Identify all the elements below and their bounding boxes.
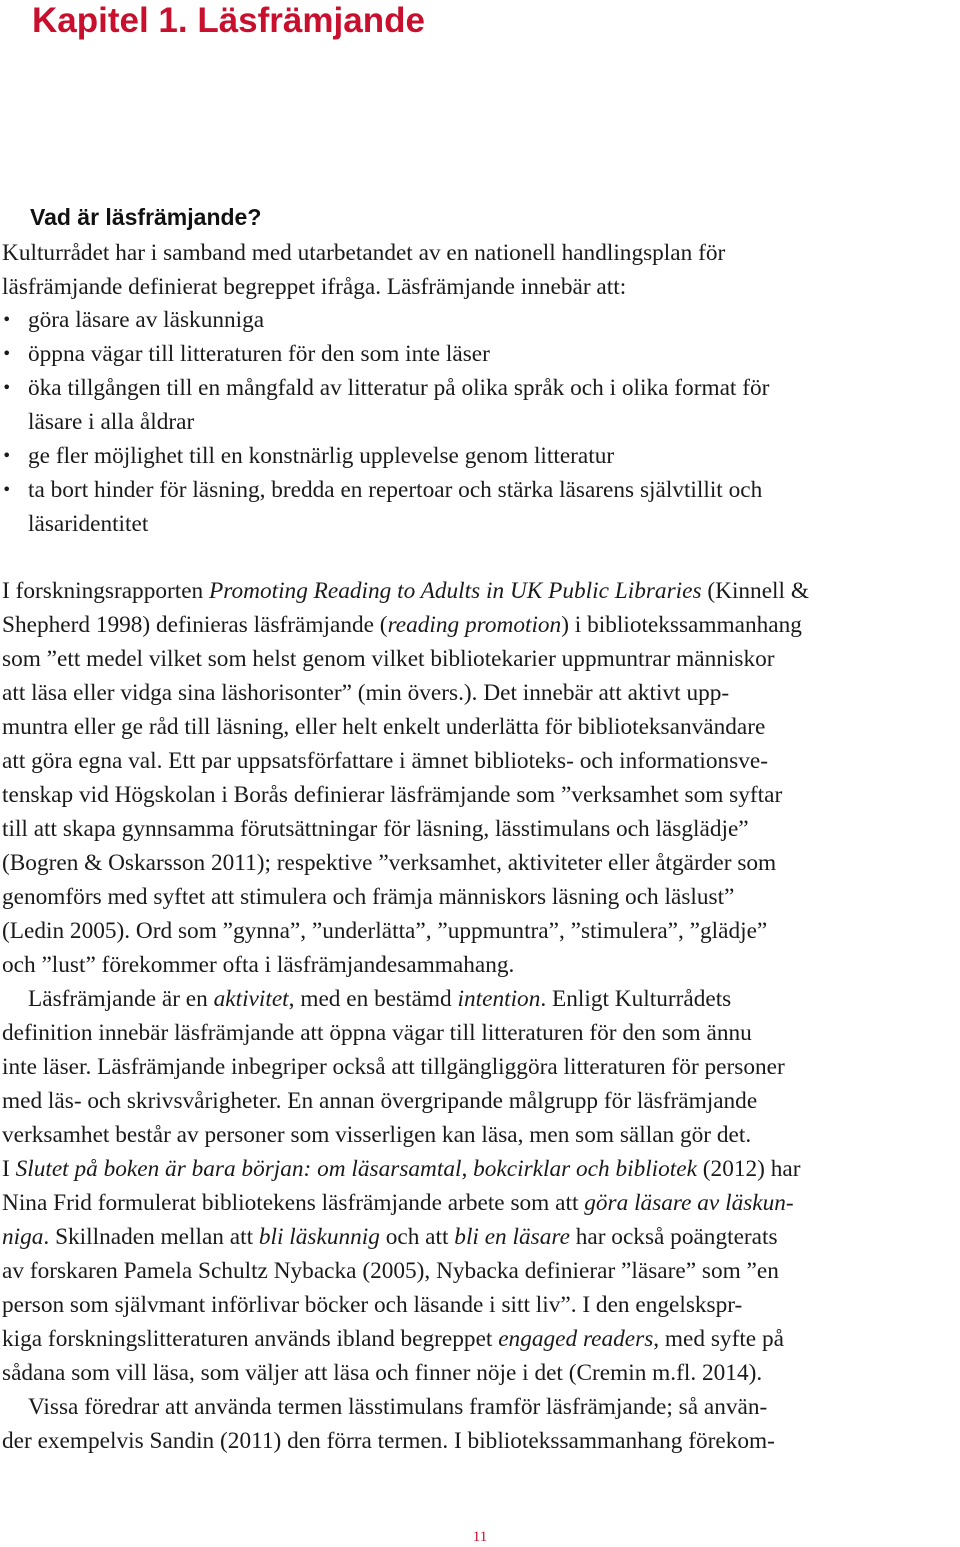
bullet-icon: • (2, 310, 12, 329)
italic-text: aktivitet (213, 986, 289, 1012)
text-run: och att (379, 1224, 455, 1250)
text-run: der exempelvis Sandin (2011) den förra termen. I bibliotekssammanhang förekom- (2, 1428, 775, 1454)
text-run: genomförs med syftet att stimulera och främja människors läsning och läslust” (2, 884, 735, 910)
italic-text: göra läsare av läskun- (584, 1190, 794, 1216)
text-line (2, 1322, 784, 1356)
text-line (2, 710, 765, 744)
page-number: 11 (472, 1529, 488, 1545)
text-run: Läsfrämjande är en (28, 986, 214, 1012)
text-run: har också poängterats (569, 1224, 778, 1250)
text-line (2, 1152, 800, 1186)
text-run: kiga forskningslitteraturen används ibland begreppet (2, 1326, 499, 1352)
text-line (28, 507, 148, 541)
text-line (2, 1084, 757, 1118)
text-line (2, 1050, 785, 1084)
text-run: I (2, 1156, 16, 1182)
text-run: öka tillgången till en mångfald av litteratur på olika språk och i olika format för (28, 375, 770, 401)
text-run: ta bort hinder för läsning, bredda en repertoar och stärka läsarens självtillit och (28, 477, 763, 503)
text-run: ) i bibliotekssammanhang (561, 612, 802, 638)
italic-text: bli en läsare (454, 1224, 570, 1250)
text-line (2, 1220, 778, 1254)
text-line (2, 1118, 751, 1152)
bullet-item-line (28, 439, 614, 473)
text-line (2, 1424, 775, 1458)
text-line (2, 608, 802, 642)
text-run: Nina Frid formulerat bibliotekens läsfrämjande arbete som att (2, 1190, 585, 1216)
italic-text: Promoting Reading to Adults in UK Public Libraries (209, 578, 702, 604)
text-run: person som självmant införlivar böcker och läsande i sitt liv”. I den engelskspr- (2, 1292, 743, 1318)
text-line (2, 880, 734, 914)
italic-text: intention (457, 986, 541, 1012)
text-run: (2012) har (696, 1156, 801, 1182)
text-run: med läs- och skrivsvårigheter. En annan övergripande målgrupp för läsfrämjande (2, 1088, 758, 1114)
text-run: (Ledin 2005). Ord som ”gynna”, ”underlätta”, ”uppmuntra”, ”stimulera”, ”glädje” (2, 918, 768, 944)
text-run: (Bogren & Oskarsson 2011); respektive ”verksamhet, aktiviteter eller åtgärder som (2, 850, 777, 876)
bullet-item-line (28, 473, 762, 507)
text-run: tenskap vid Högskolan i Borås definierar läsfrämjande som ”verksamhet som syftar (2, 782, 783, 808)
text-run: öppna vägar till litteraturen för den som inte läser (28, 341, 490, 367)
bullet-icon: • (2, 344, 12, 363)
text-line (28, 982, 731, 1016)
text-run: läsare i alla åldrar (28, 409, 195, 435)
text-run: Shepherd 1998) definieras läsfrämjande ( (2, 612, 388, 638)
text-line (2, 1288, 742, 1322)
bullet-icon: • (2, 446, 12, 465)
text-line (2, 948, 514, 982)
text-run: läsaridentitet (28, 511, 149, 537)
text-line (28, 405, 194, 439)
text-line (28, 1390, 767, 1424)
chapter-title: Kapitel 1. Läsfrämjande (32, 1, 425, 40)
text-run: läsfrämjande definierat begreppet ifråga. Läsfrämjande innebär att: (2, 274, 627, 300)
text-run: att göra egna val. Ett par uppsatsförfattare i ämnet biblioteks- och informationsve- (2, 748, 768, 774)
text-line (2, 778, 782, 812)
text-line (2, 744, 768, 778)
text-line (2, 574, 809, 608)
text-run: Kulturrådet har i samband med utarbetandet av en nationell handlingsplan för (2, 240, 726, 266)
bullet-icon: • (2, 480, 12, 499)
text-run: . Skillnaden mellan att (43, 1224, 259, 1250)
italic-text: bli läskunnig (258, 1224, 380, 1250)
italic-text: niga (2, 1224, 44, 1250)
section-heading: Vad är läsfrämjande? (30, 204, 262, 230)
bullet-item-line (28, 337, 490, 371)
text-line (2, 236, 725, 270)
bullet-icon: • (2, 378, 12, 397)
text-line (2, 642, 775, 676)
italic-text: reading promotion (387, 612, 562, 638)
text-run: ge fler möjlighet till en konstnärlig upplevelse genom litteratur (28, 443, 615, 469)
text-run: verksamhet består av personer som visserligen kan läsa, men som sällan gör det. (2, 1122, 752, 1148)
text-run: av forskaren Pamela Schultz Nybacka (2005), Nybacka definierar ”läsare” som ”en (2, 1258, 779, 1284)
text-run: , med en bestämd (288, 986, 458, 1012)
text-run: inte läser. Läsfrämjande inbegriper också att tillgängliggöra litteraturen för personer (2, 1054, 785, 1080)
text-line (2, 1016, 752, 1050)
text-line (2, 1254, 779, 1288)
text-run: Vissa föredrar att använda termen lässtimulans framför läsfrämjande; så använ- (28, 1394, 768, 1420)
text-run: . Enligt Kulturrådets (540, 986, 732, 1012)
italic-text: engaged readers (498, 1326, 654, 1352)
text-run: sådana som vill läsa, som väljer att läsa och finner nöje i det (Cremin m.fl. 2014). (2, 1360, 763, 1386)
text-run: (Kinnell & (701, 578, 809, 604)
text-line (2, 914, 767, 948)
text-line (2, 812, 749, 846)
text-line (2, 1356, 762, 1390)
text-run: som ”ett medel vilket som helst genom vilket bibliotekarier uppmuntrar människor (2, 646, 775, 672)
bullet-item-line (28, 303, 264, 337)
text-run: och ”lust” förekommer ofta i läsfrämjandesammahang. (2, 952, 515, 978)
text-run: definition innebär läsfrämjande att öppna vägar till litteraturen för den som ännu (2, 1020, 752, 1046)
text-run: I forskningsrapporten (2, 578, 210, 604)
text-line (2, 270, 626, 304)
text-run: till att skapa gynnsamma förutsättningar för läsning, lässtimulans och läsglädje” (2, 816, 749, 842)
bullet-item-line (28, 371, 769, 405)
text-line (2, 846, 776, 880)
italic-text: Slutet på boken är bara början: om läsarsamtal, bokcirklar och bibliotek (15, 1156, 697, 1182)
text-line (2, 676, 729, 710)
text-run: , med syfte på (653, 1326, 784, 1352)
text-line (2, 1186, 794, 1220)
text-run: att läsa eller vidga sina läshorisonter” (min övers.). Det innebär att aktivt upp- (2, 680, 730, 706)
text-run: muntra eller ge råd till läsning, eller helt enkelt underlätta för biblioteksanvändare (2, 714, 766, 740)
text-run: göra läsare av läskunniga (28, 307, 265, 333)
